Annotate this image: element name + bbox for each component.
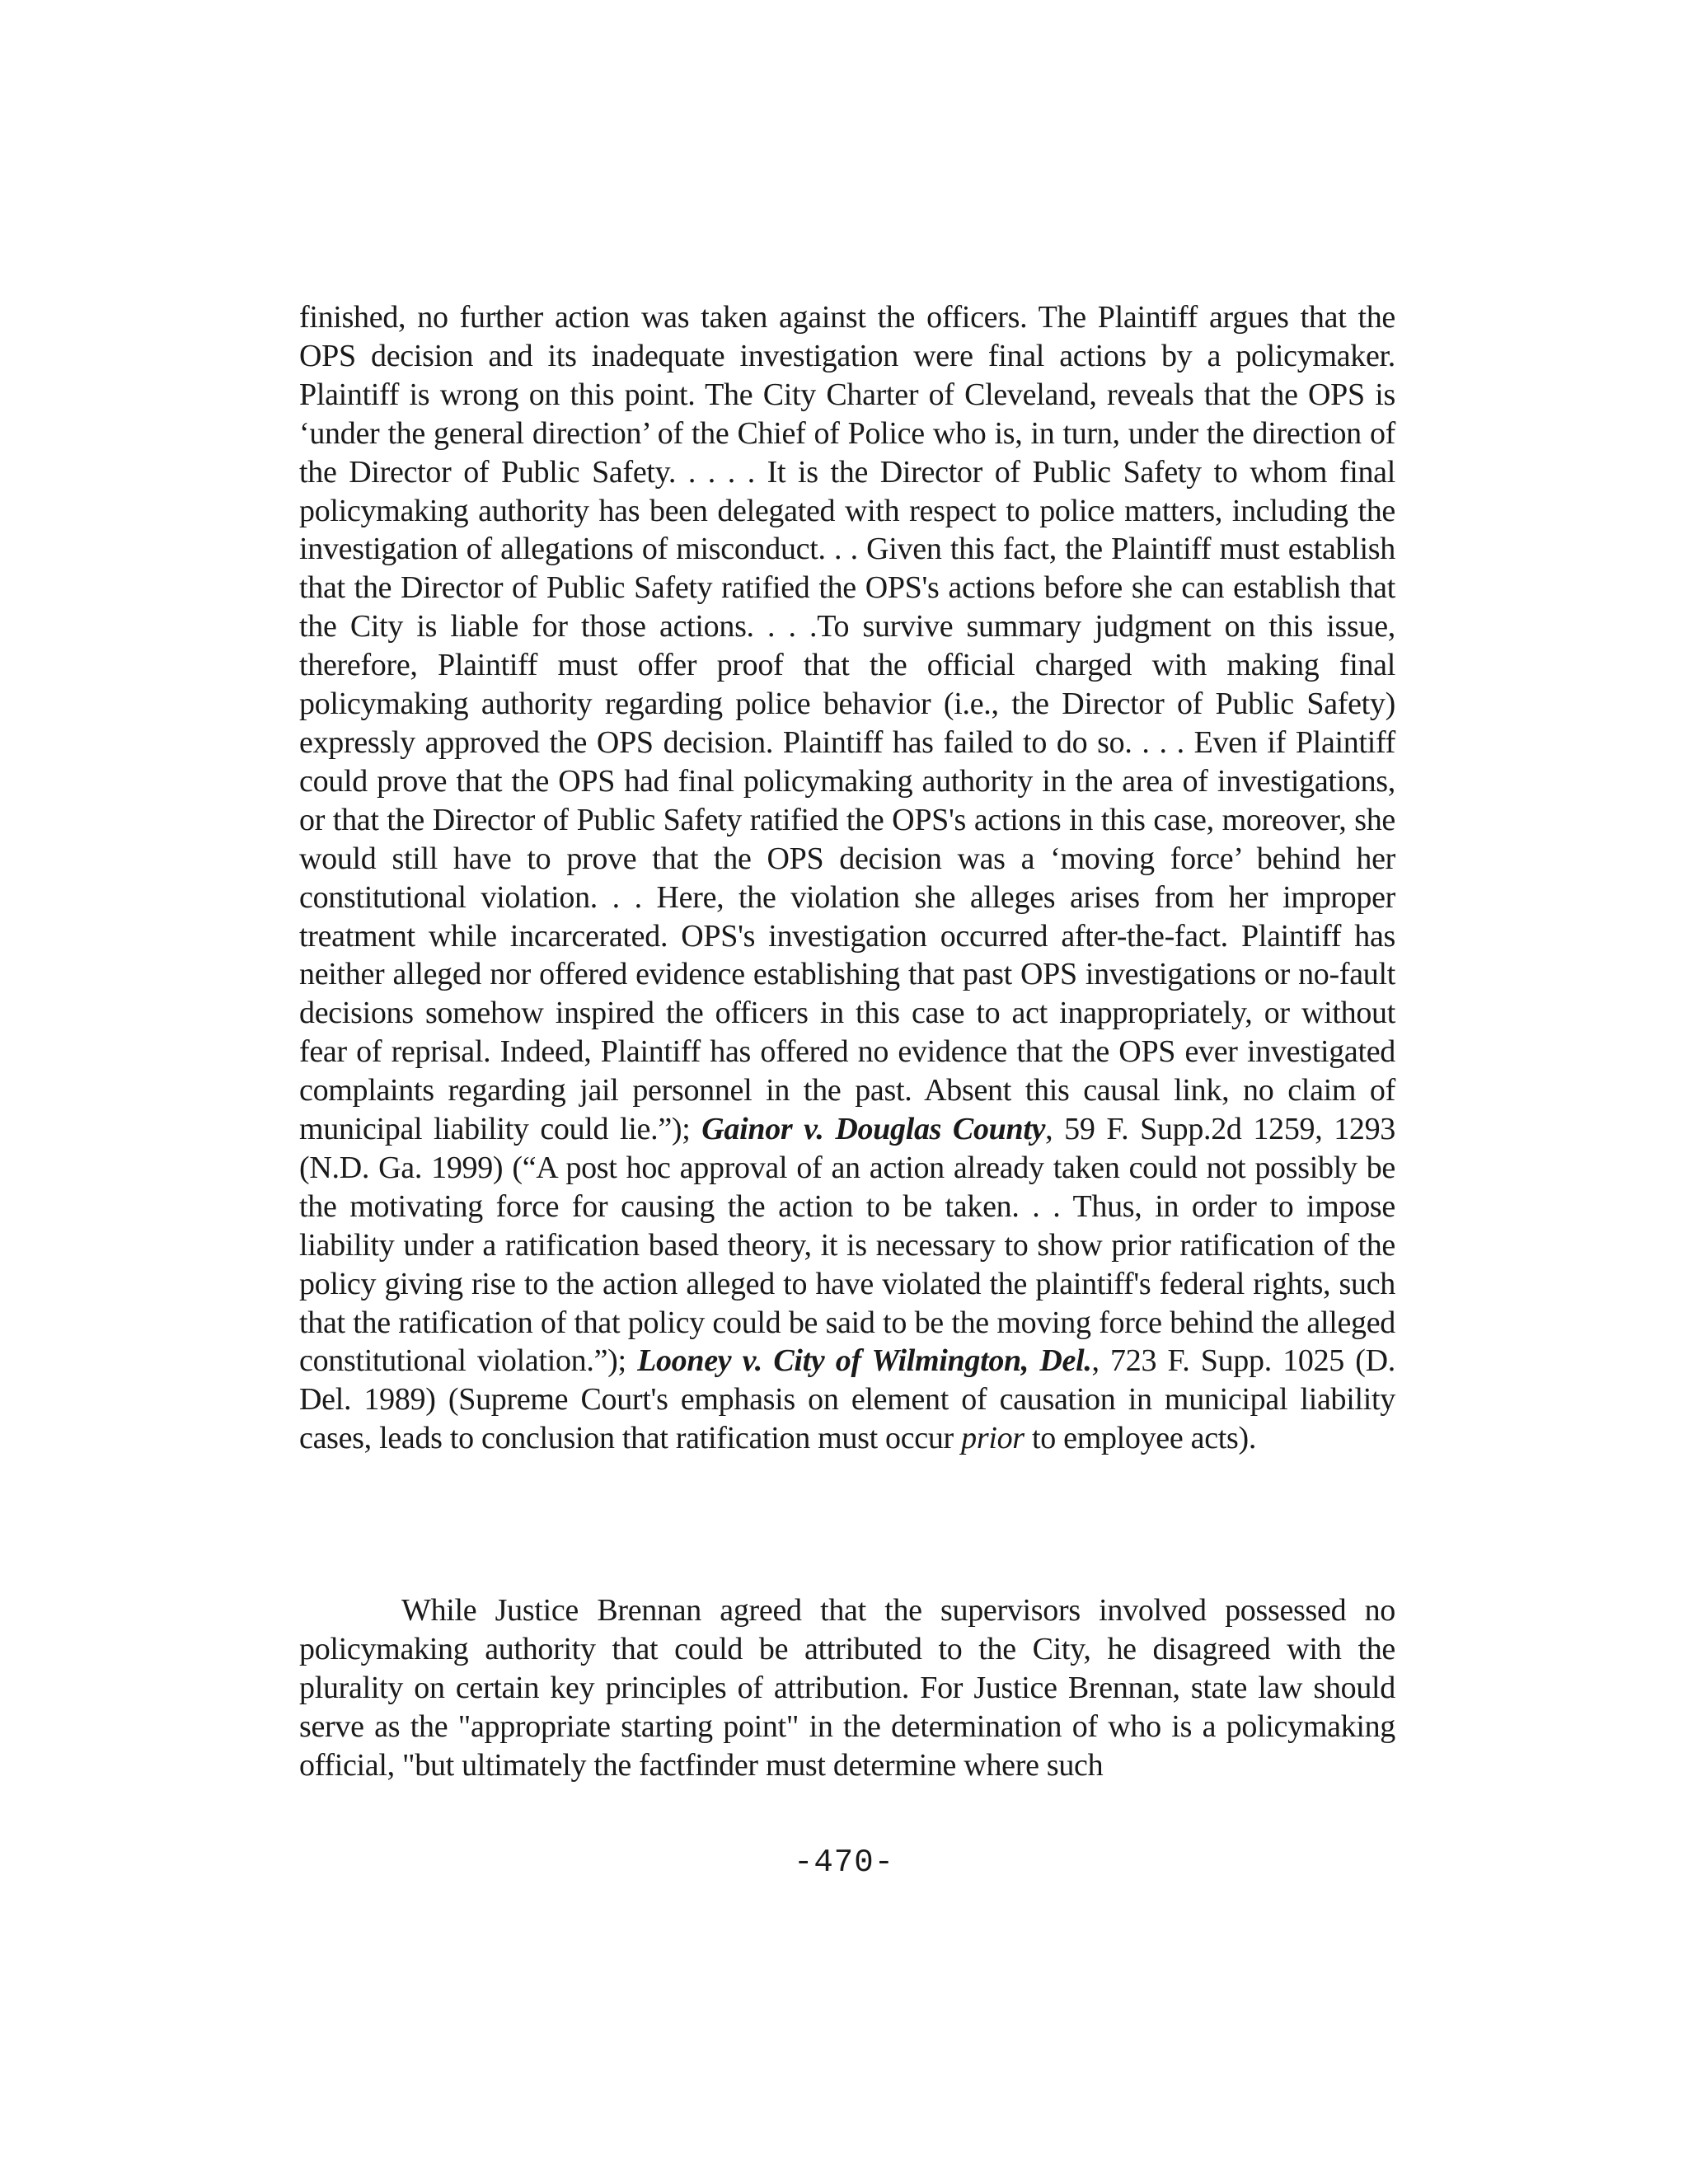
body-paragraph-brennan <box>299 1591 1395 1785</box>
page-number: -470- <box>793 1844 895 1881</box>
paragraph-text-part: , 723 F. Supp. 1025 (D. Del. 1989) (Supreme Court's emphasis on element of causation in municipal liability cases, leads to conclusion that ratification must occur <box>299 1343 1396 1456</box>
body-paragraph-continued <box>299 298 1395 1458</box>
case-citation-gainor: Gainor v. Douglas County <box>701 1112 1046 1147</box>
paragraph-text-part: , 59 F. Supp.2d 1259, 1293 (N.D. Ga. 1999) (“A post hoc approval of an action already taken could not possibly be the motivating force for causing the action to be taken. . . Thus, in order to impose liability under a ratification based theory, it is necessary to show prior ratification of the policy giving rise to the action alleged to have violated the plaintiff's federal rights, such that the ratification of that policy could be said to be the moving force behind the alleged constitutional violation.”); <box>299 1112 1395 1379</box>
paragraph-text-part: to employee acts). <box>1024 1421 1257 1456</box>
paragraph-text <box>299 298 1395 1458</box>
paragraph-text: While Justice Brennan agreed that the supervisors involved possessed no policymaking authority that could be attributed to the City, he disagreed with the plurality on certain key principles of attribution. For Justice Brennan, state law should serve as the "appropriate starting point" in the determination of who is a policymaking official, "but ultimately the factfinder must determine where such <box>299 1593 1395 1783</box>
paragraph-text-part: finished, no further action was taken against the officers. The Plaintiff argues that the OPS decision and its inadequate investigation were final actions by a policymaker. Plaintiff is wrong on this point. The City Charter of Cleveland, reveals that the OPS is ‘under the general direction’ of the Chief of Police who is, in turn, under the direction of the Director of Public Safety. . . . . It is the Director of Public Safety to whom final policymaking authority has been delegated with respect to police matters, including the investigation of allegations of misconduct. . . Given this fact, the Plaintiff must establish that the Director of Public Safety ratified the OPS's actions before she can establish that the City is liable for those actions. . . .To survive summary judgment on this issue, therefore, Plaintiff must offer proof that the official charged with making final policymaking authority regarding police behavior (i.e., the Director of Public Safety) expressly approved the OPS decision. Plaintiff has failed to do so. . . . Even if Plaintiff could prove that the OPS had final policymaking authority in the area of investigations, or that the Director of Public Safety ratified the OPS's actions in this case, moreover, she would still have to prove that the OPS decision was a ‘moving force’ behind her constitutional violation. . . Here, the violation she alleges arises from her improper treatment while incarcerated. OPS's investigation occurred after-the-fact. Plaintiff has neither alleged nor offered evidence establishing that past OPS investigations or no-fault decisions somehow inspired the officers in this case to act inappropriately, or without fear of reprisal. Indeed, Plaintiff has offered no evidence that the OPS ever investigated complaints regarding jail personnel in the past. Absent this causal link, no claim of municipal liability could lie.”); <box>299 300 1395 1147</box>
case-citation-looney: Looney v. City of Wilmington, Del. <box>637 1343 1092 1379</box>
emphasized-word: prior <box>961 1421 1025 1456</box>
